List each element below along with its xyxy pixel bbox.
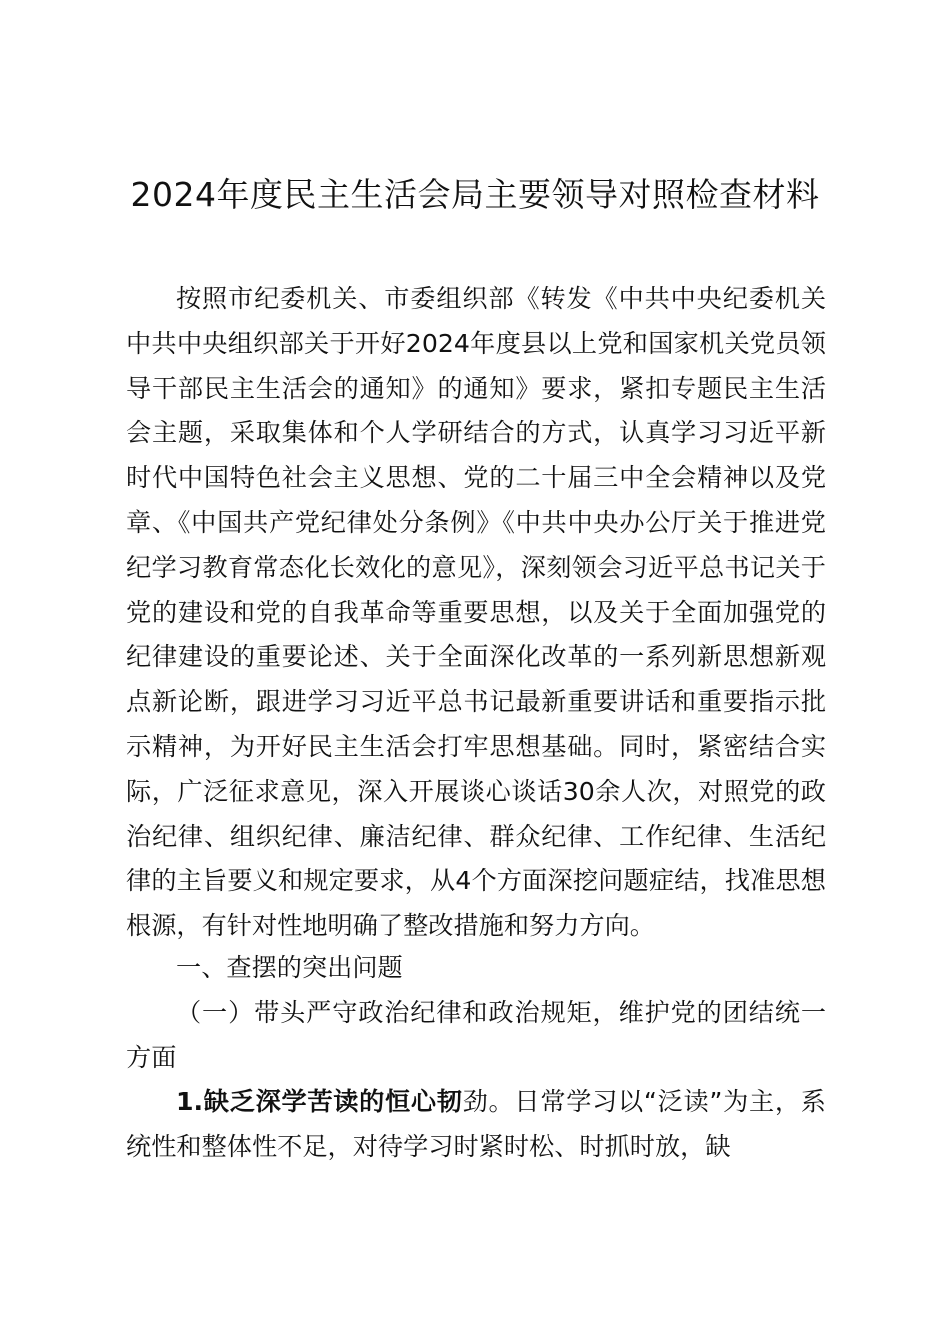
item-text: 劲。日常学习以“泛读”为主，系统性和整体性不足，对待学习时紧时松、时抓时放，缺 — [126, 1087, 826, 1161]
item-bold-lead: 1.缺乏深学苦读的恒心韧 — [176, 1087, 463, 1116]
intro-paragraph: 按照市纪委机关、市委组织部《转发《中共中央纪委机关 中共中央组织部关于开好2024年度县以上党和国家机关党员领导干部民主生活会的通知》的通知》要求，紧扣专题民主生活会主题，采取集体和个人学研结合的方式，认真学习习近平新时代中国特色社会主义思想、党的二十届三中全会精神以及党章、《中国共产党纪律处分条例》《中共中央办公厅关于推进党纪学习教育常态化长效化的意见》，深刻领会习近平总书记关于党的建设和党的自我革命等重要思想，以及关于全面加强党的纪律建设的重要论述、关于全面深化改革的一系列新思想新观点新论断，跟进学习习近平总书记最新重要讲话和重要指示批示精神，为开好民主生活会打牢思想基础。同时，紧密结合实际，广泛征求意见，深入开展谈心谈话30余人次，对照党的政治纪律、组织纪律、廉洁纪律、群众纪律、工作纪律、生活纪律的主旨要义和规定要求，从4个方面深挖问题症结，找准思想根源，有针对性地明确了整改措施和努力方向。 — [126, 284, 826, 941]
item-paragraph — [126, 1080, 826, 1170]
section-heading: 一、查摆的突出问题 — [176, 953, 403, 982]
subsection-heading: （一）带头严守政治纪律和政治规矩，维护党的团结统一方面 — [126, 998, 826, 1072]
document-title: 2024年度民主生活会局主要领导对照检查材料 — [130, 175, 820, 214]
